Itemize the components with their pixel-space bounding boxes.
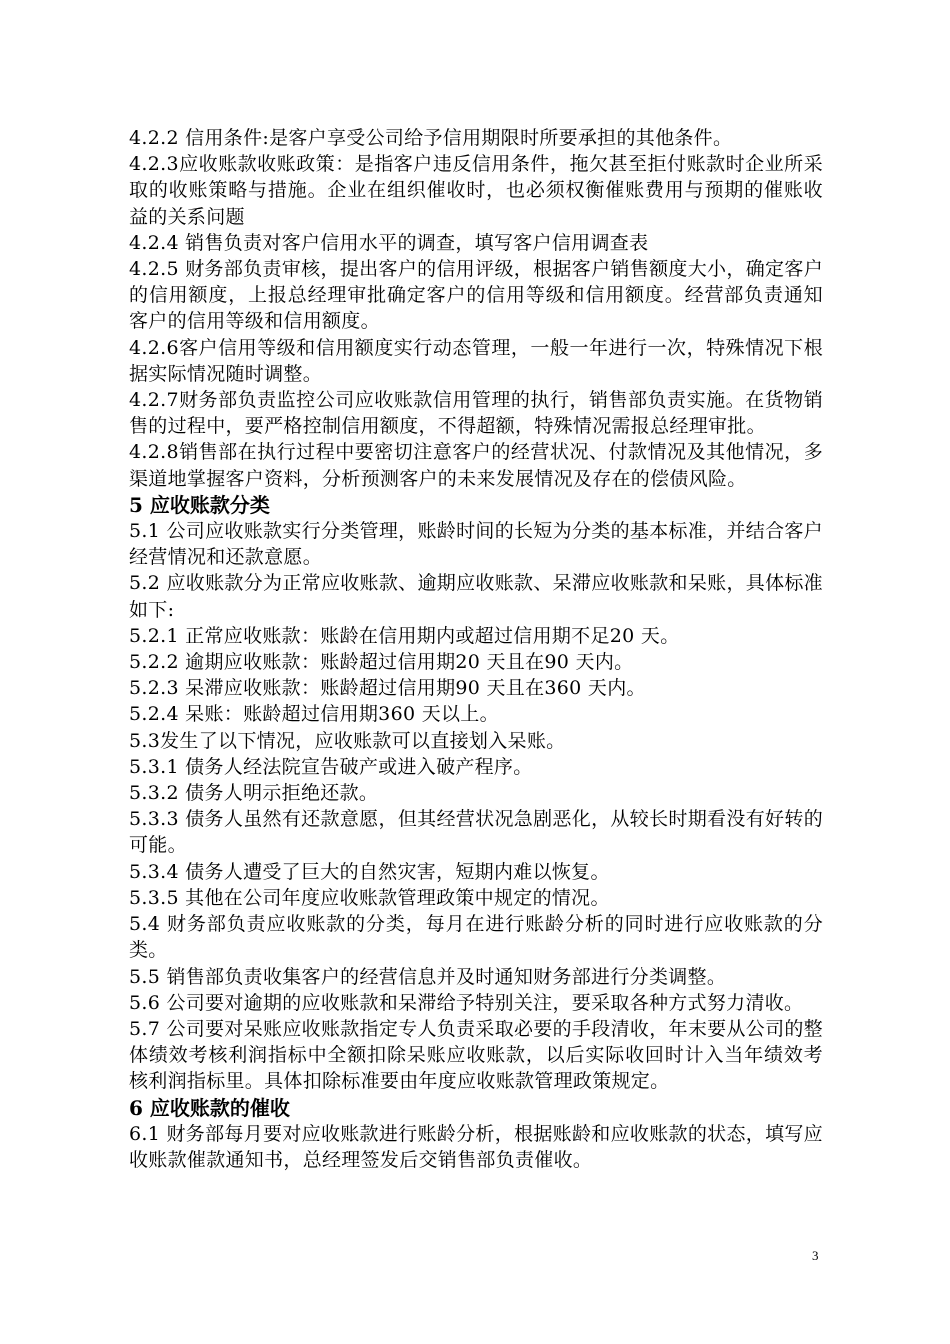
page-number: 3 [812,1248,819,1263]
section-heading-6: 6 应收账款的催收 [129,1095,290,1120]
paragraph-4-2-2: 4.2.2 信用条件:是客户享受公司给予信用期限时所要承担的其他条件。 [129,127,733,149]
paragraph-5-5: 5.5 销售部负责收集客户的经营信息并及时通知财务部进行分类调整。 [129,965,727,988]
paragraph-4-2-7: 4.2.7财务部负责监控公司应收账款信用管理的执行，销售部负责实施。在货物销售的过程中，要严格控制信用额度，不得超额，特殊情况需报总经理审批。 [129,389,823,438]
paragraph-4-2-3: 4.2.3应收账款收账政策：是指客户违反信用条件，拖欠甚至拒付账款时企业所采取的收账策略与措施。企业在组织催收时，也必须权衡催账费用与预期的催账收益的关系问题 [129,153,823,228]
paragraph-5-2: 5.2 应收账款分为正常应收账款、逾期应收账款、呆滞应收账款和呆账，具体标准如下: [129,572,823,621]
paragraph-4-2-8: 4.2.8销售部在执行过程中要密切注意客户的经营状况、付款情况及其他情况，多渠道地掌握客户资料，分析预测客户的未来发展情况及存在的偿债风险。 [129,441,823,490]
paragraph-5-2-2: 5.2.2 逾期应收账款：账龄超过信用期20 天且在90 天内。 [129,651,634,674]
paragraph-5-3: 5.3发生了以下情况，应收账款可以直接划入呆账。 [129,729,566,752]
paragraph-5-4: 5.4 财务部负责应收账款的分类，每月在进行账龄分析的同时进行应收账款的分类。 [129,913,823,962]
document-body [129,125,823,1173]
paragraph-4-2-5: 4.2.5 财务部负责审核，提出客户的信用评级，根据客户销售额度大小，确定客户的信用额度，上报总经理审批确定客户的信用等级和信用额度。经营部负责通知客户的信用等级和信用额度。 [129,258,823,333]
paragraph-5-2-1: 5.2.1 正常应收账款：账龄在信用期内或超过信用期不足20 天。 [129,624,680,647]
paragraph-5-3-3: 5.3.3 债务人虽然有还款意愿，但其经营状况急剧恶化，从较长时期看没有好转的可能。 [129,808,823,857]
section-heading-5: 5 应收账款分类 [129,492,270,517]
paragraph-5-7: 5.7 公司要对呆账应收账款指定专人负责采取必要的手段清收，年末要从公司的整体绩效考核利润指标中全额扣除呆账应收账款，以后实际收回时计入当年绩效考核利润指标里。具体扣除标准要由年度应收账款管理政策规定。 [129,1017,823,1093]
paragraph-5-6: 5.6 公司要对逾期的应收账款和呆滞给予特别关注，要采取各种方式努力清收。 [129,991,804,1014]
paragraph-5-3-4: 5.3.4 债务人遭受了巨大的自然灾害，短期内难以恢复。 [129,860,610,883]
paragraph-5-2-4: 5.2.4 呆账：账龄超过信用期360 天以上。 [129,703,499,726]
paragraph-5-2-3: 5.2.3 呆滞应收账款：账龄超过信用期90 天且在360 天内。 [129,677,646,700]
paragraph-5-3-2: 5.3.2 债务人明示拒绝还款。 [129,782,379,805]
paragraph-6-1: 6.1 财务部每月要对应收账款进行账龄分析，根据账龄和应收账款的状态，填写应收账款催款通知书，总经理签发后交销售部负责催收。 [129,1122,823,1171]
paragraph-5-1: 5.1 公司应收账款实行分类管理，账龄时间的长短为分类的基本标准，并结合客户经营情况和还款意愿。 [129,520,823,569]
paragraph-4-2-6: 4.2.6客户信用等级和信用额度实行动态管理，一般一年进行一次，特殊情况下根据实际情况随时调整。 [129,336,823,385]
paragraph-5-3-5: 5.3.5 其他在公司年度应收账款管理政策中规定的情况。 [129,886,610,909]
paragraph-4-2-4: 4.2.4 销售负责对客户信用水平的调查，填写客户信用调查表 [129,231,649,254]
paragraph-5-3-1: 5.3.1 债务人经法院宣告破产或进入破产程序。 [129,755,533,778]
